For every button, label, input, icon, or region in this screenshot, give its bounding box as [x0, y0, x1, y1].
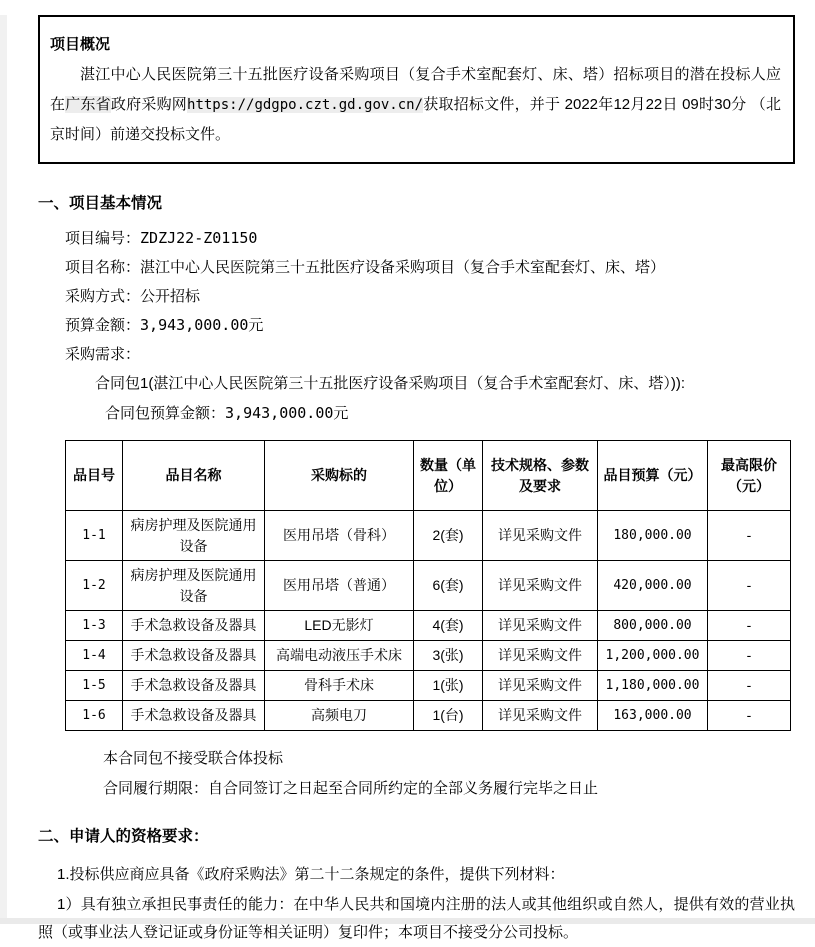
highlighted-province: 广东省: [65, 96, 111, 113]
cell-tech-specs: 详见采购文件: [483, 561, 598, 611]
header-item-budget: 品目预算（元）: [598, 441, 708, 511]
section2-heading: 二、申请人的资格要求：: [38, 828, 209, 845]
cell-quantity: 2(套): [414, 511, 483, 561]
overview-title: 项目概况: [50, 36, 111, 53]
cell-max-price: -: [708, 641, 791, 671]
field-procurement-method: [65, 282, 795, 311]
overview-text-1: 湛江中心人民医院第三十五批医疗设备采购项目（复合手术室配套灯、床、塔）招标项目的潜在投标人应在: [50, 66, 781, 113]
cell-quantity: 6(套): [414, 561, 483, 611]
note-performance-period: 合同履行期限：自合同签订之日起至合同所约定的全部义务履行完毕之日止: [103, 780, 599, 797]
contract-notes: [38, 744, 795, 804]
cell-procurement-subject: 医用吊塔（普通）: [265, 561, 414, 611]
contract-budget-value: 3,943,000.00元: [225, 404, 349, 422]
cell-quantity: 1(张): [414, 671, 483, 701]
field-label: 项目编号：: [65, 230, 141, 247]
field-value: 公开招标: [140, 288, 201, 305]
cell-budget: 420,000.00: [598, 561, 708, 611]
cell-item-name: 手术急救设备及器具: [123, 671, 265, 701]
overview-paragraph: [50, 60, 781, 150]
cell-item-name: 手术急救设备及器具: [123, 611, 265, 641]
cell-item-number: 1-2: [66, 561, 123, 611]
cell-tech-specs: 详见采购文件: [483, 641, 598, 671]
cell-max-price: -: [708, 701, 791, 731]
cell-procurement-subject: 骨科手术床: [265, 671, 414, 701]
overview-text-2: 政府采购网: [110, 96, 188, 113]
document-content: [38, 15, 795, 947]
table-row-1-6: [66, 701, 791, 731]
cell-item-number: 1-3: [66, 611, 123, 641]
table-row-1-2: [66, 561, 791, 611]
contract-package-line: 合同包1(湛江中心人民医院第三十五批医疗设备采购项目（复合手术室配套灯、床、塔）)):: [95, 375, 685, 392]
field-value: 湛江中心人民医院第三十五批医疗设备采购项目（复合手术室配套灯、床、塔）: [140, 259, 666, 276]
table-row-1-5: [66, 671, 791, 701]
cell-item-name: 病房护理及医院通用设备: [123, 561, 265, 611]
cell-budget: 1,180,000.00: [598, 671, 708, 701]
table-header-row: [66, 441, 791, 511]
project-overview-box: [38, 15, 795, 164]
field-label: 项目名称：: [65, 259, 141, 276]
cell-budget: 163,000.00: [598, 701, 708, 731]
cell-max-price: -: [708, 511, 791, 561]
cell-quantity: 1(台): [414, 701, 483, 731]
header-quantity-unit: 数量（单位）: [414, 441, 483, 511]
cell-procurement-subject: 医用吊塔（骨科）: [265, 511, 414, 561]
procurement-site-url: https://gdgpo.czt.gd.gov.cn/: [187, 97, 424, 113]
page-bottom-strip: [0, 918, 815, 924]
cell-tech-specs: 详见采购文件: [483, 511, 598, 561]
cell-item-name: 手术急救设备及器具: [123, 641, 265, 671]
cell-tech-specs: 详见采购文件: [483, 701, 598, 731]
field-label: 采购方式：: [65, 288, 141, 305]
page-left-margin-strip: [0, 15, 7, 924]
field-project-name: [65, 253, 795, 282]
cell-tech-specs: 详见采购文件: [483, 671, 598, 701]
field-label: 预算金额：: [65, 317, 141, 334]
overview-text-3: 获取招标文件，并于 2022年12月22日 09时30分 （北京时间）前递交投标文件。: [50, 96, 781, 143]
table-body: [66, 511, 791, 731]
field-demand-label: 采购需求：: [65, 346, 141, 363]
header-max-price: 最高限价（元）: [708, 441, 791, 511]
header-tech-specs: 技术规格、参数及要求: [483, 441, 598, 511]
field-value: 3,943,000.00元: [140, 316, 264, 334]
project-basic-fields: [38, 224, 795, 428]
cell-tech-specs: 详见采购文件: [483, 611, 598, 641]
cell-quantity: 3(张): [414, 641, 483, 671]
cell-quantity: 4(套): [414, 611, 483, 641]
cell-item-name: 手术急救设备及器具: [123, 701, 265, 731]
header-item-name: 品目名称: [123, 441, 265, 511]
table-header: [66, 441, 791, 511]
contract-budget-label: 合同包预算金额：: [105, 405, 226, 422]
cell-budget: 180,000.00: [598, 511, 708, 561]
cell-item-name: 病房护理及医院通用设备: [123, 511, 265, 561]
cell-budget: 800,000.00: [598, 611, 708, 641]
cell-item-number: 1-5: [66, 671, 123, 701]
cell-item-number: 1-6: [66, 701, 123, 731]
header-item-number: 品目号: [66, 441, 123, 511]
contract-budget-line: [105, 399, 795, 428]
cell-item-number: 1-4: [66, 641, 123, 671]
qualification-item-1: 1.投标供应商应具备《政府采购法》第二十二条规定的条件，提供下列材料：: [57, 866, 565, 883]
field-budget-amount: [65, 311, 795, 340]
cell-max-price: -: [708, 671, 791, 701]
header-procurement-subject: 采购标的: [265, 441, 414, 511]
cell-procurement-subject: LED无影灯: [265, 611, 414, 641]
cell-item-number: 1-1: [66, 511, 123, 561]
cell-procurement-subject: 高端电动液压手术床: [265, 641, 414, 671]
cell-budget: 1,200,000.00: [598, 641, 708, 671]
cell-max-price: -: [708, 611, 791, 641]
table-row-1-3: [66, 611, 791, 641]
qualification-item-1-1: 1）具有独立承担民事责任的能力：在中华人民共和国境内注册的法人或其他组织或自然人，提供有效的营业执照（或事业法人登记证或身份证等相关证明）复印件；本项目不接受分公司投标。: [38, 896, 795, 941]
table-row-1-1: [66, 511, 791, 561]
cell-procurement-subject: 高频电刀: [265, 701, 414, 731]
procurement-items-table: [65, 440, 791, 731]
cell-max-price: -: [708, 561, 791, 611]
field-project-number: [65, 224, 795, 253]
field-value: ZDZJ22-Z01150: [140, 229, 258, 247]
section1-heading: 一、项目基本情况: [38, 195, 163, 212]
note-no-consortium: 本合同包不接受联合体投标: [103, 750, 284, 767]
table-row-1-4: [66, 641, 791, 671]
